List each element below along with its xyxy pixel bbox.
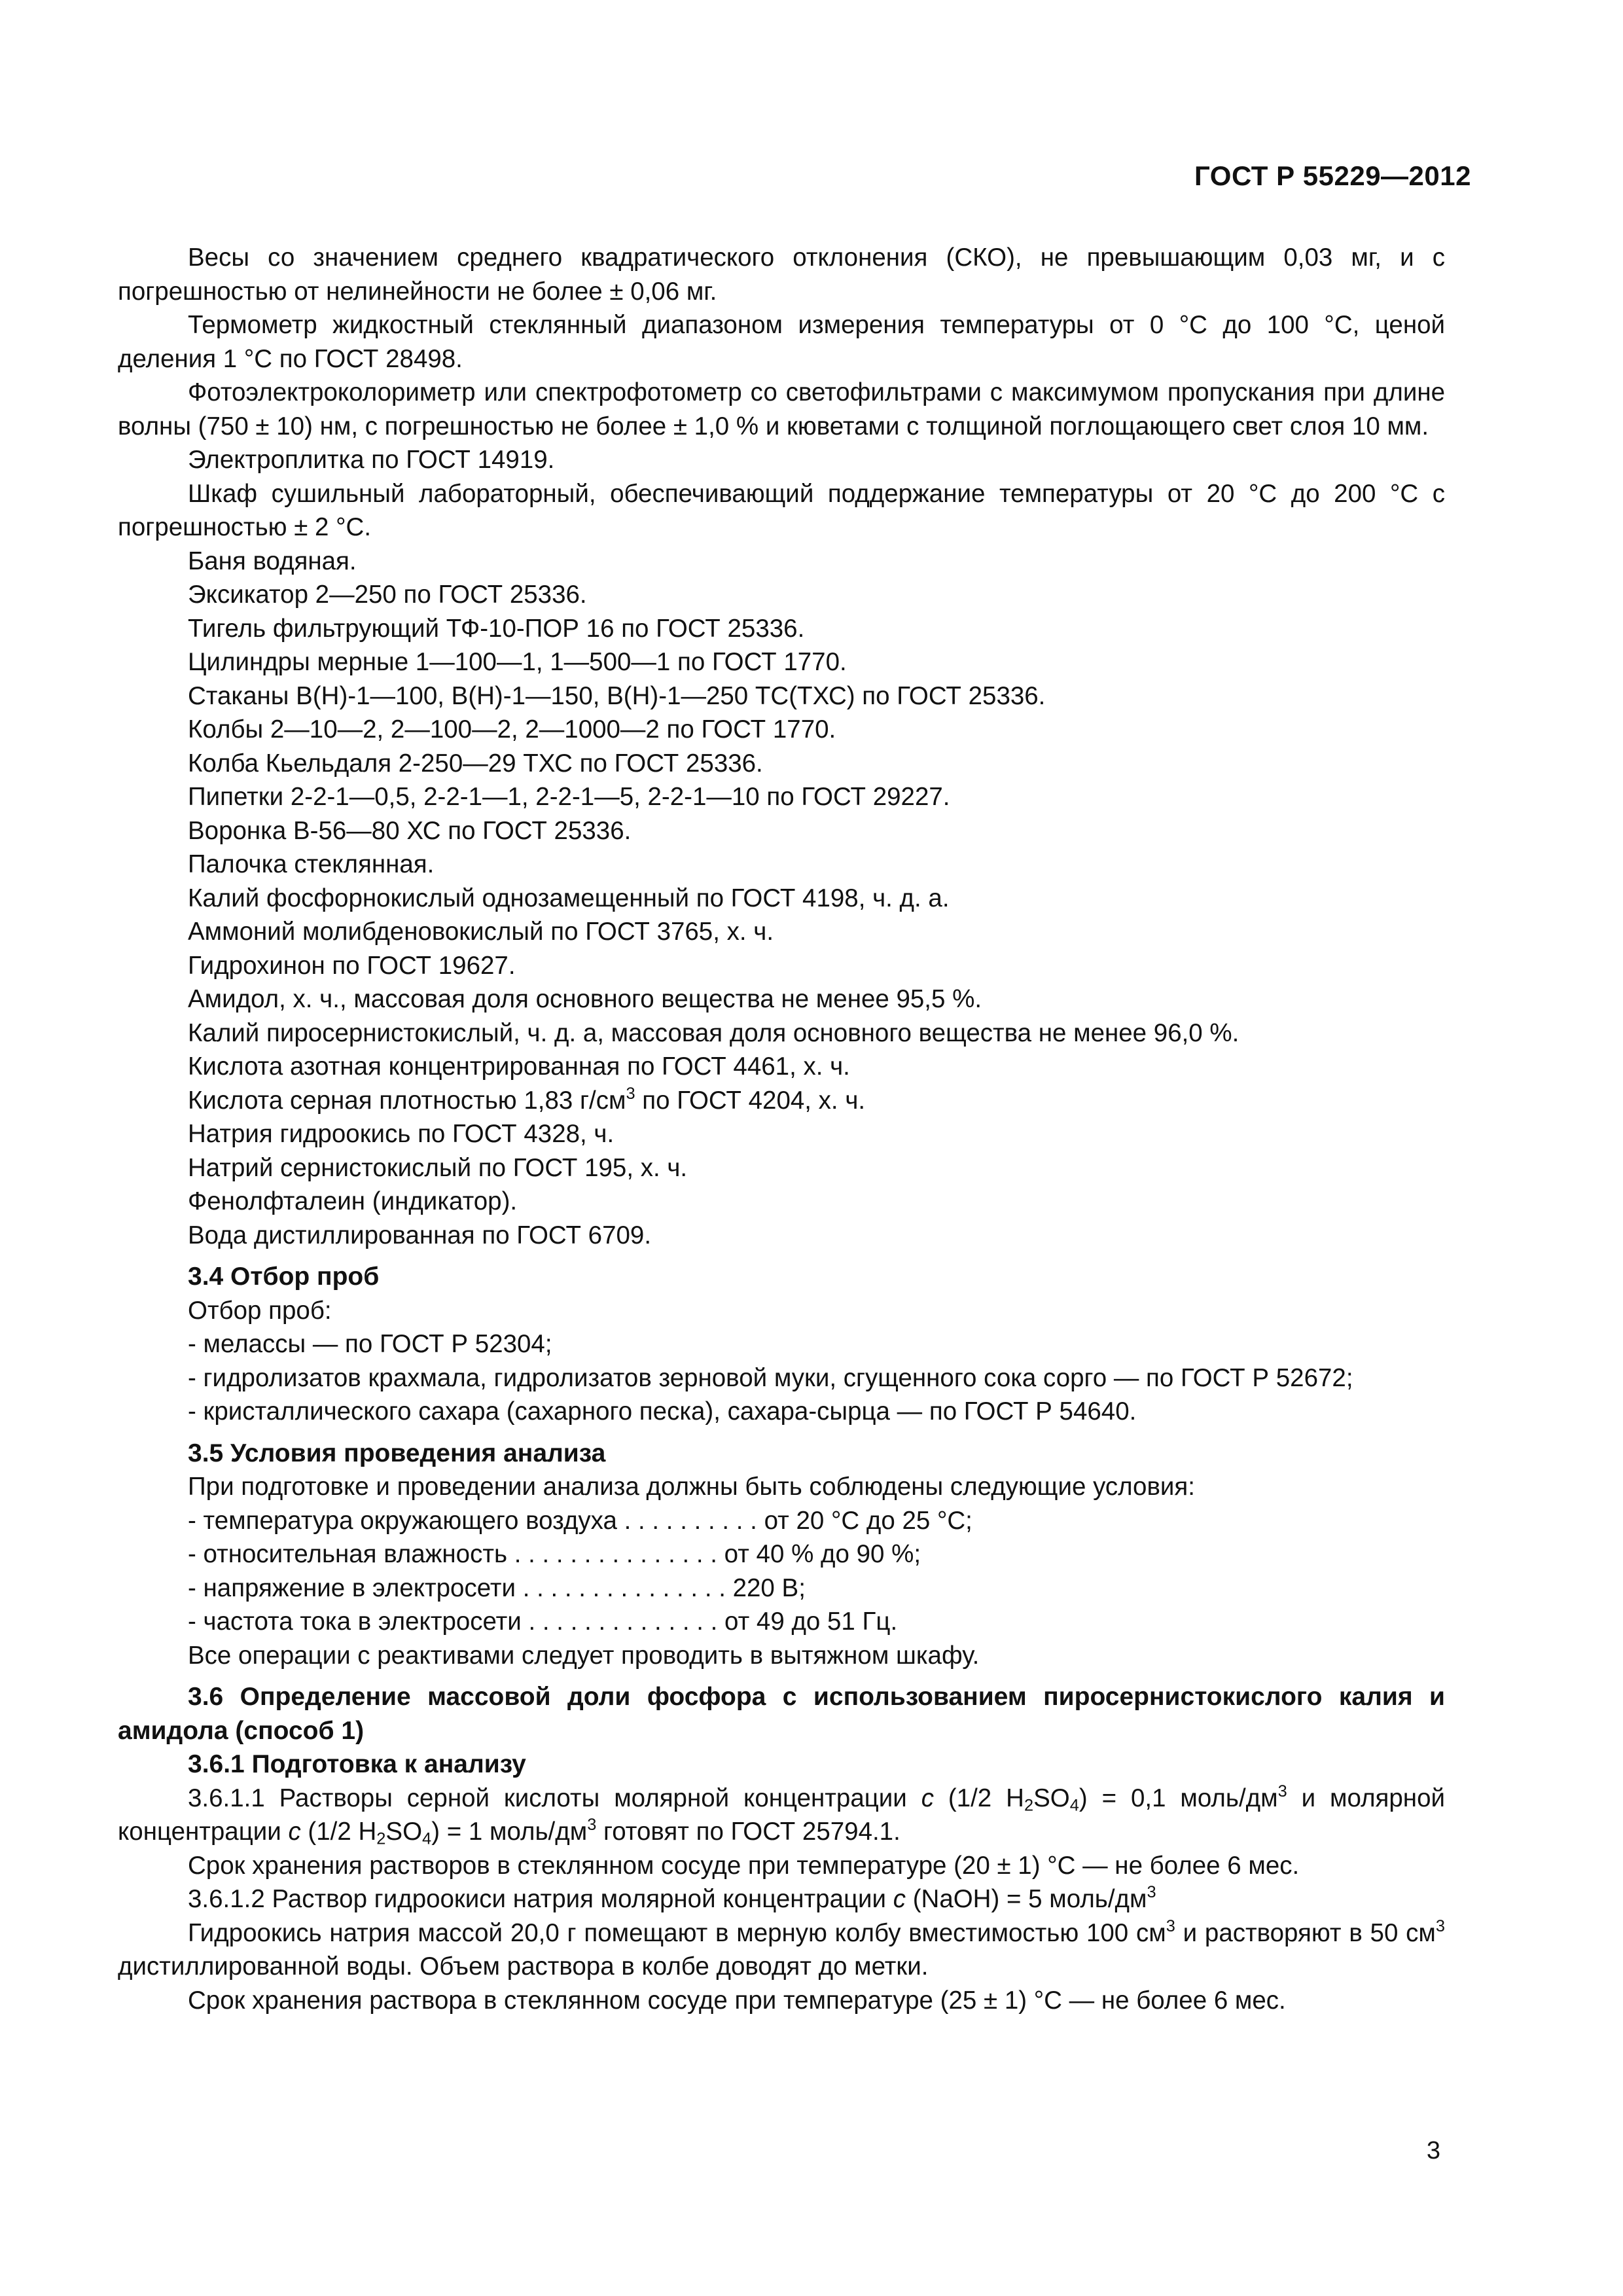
condition-row: [118, 1605, 1445, 1639]
text: готовят по ГОСТ 25794.1.: [596, 1818, 901, 1846]
paragraph: Эксикатор 2—250 по ГОСТ 25336.: [188, 581, 587, 609]
document-header: ГОСТ Р 55229—2012: [1194, 160, 1471, 191]
text: Растворы серной кислоты молярной концентрации: [264, 1784, 921, 1812]
paragraph: Отбор проб:: [188, 1296, 332, 1325]
paragraph: Аммоний молибденовокислый по ГОСТ 3765, х. ч.: [188, 918, 774, 946]
condition-value: от 20 °С до 25 °С;: [764, 1506, 972, 1535]
section-heading-3-5: 3.5 Условия проведения анализа: [188, 1439, 606, 1467]
paragraph: Гидрохинон по ГОСТ 19627.: [188, 951, 516, 980]
paragraph: Колба Кьельдаля 2-250—29 ТХС по ГОСТ 25336.: [188, 749, 763, 778]
text: (NaOH) = 5 моль/дм: [906, 1885, 1147, 1913]
list-item: - мелассы — по ГОСТ Р 52304;: [188, 1330, 552, 1358]
superscript: 3: [1435, 1916, 1445, 1935]
paragraph: [118, 1916, 1445, 1984]
superscript: 3: [1166, 1916, 1175, 1935]
condition-row: [118, 1537, 1445, 1571]
subscript: 2: [376, 1829, 386, 1848]
subscript: 2: [1024, 1795, 1034, 1814]
paragraph-sulfuric-acid: [118, 1084, 1445, 1118]
paragraph: Баня водяная.: [188, 547, 357, 575]
paragraph: Амидол, х. ч., массовая доля основного вещества не менее 95,5 %.: [188, 985, 982, 1013]
superscript: 3: [1147, 1882, 1156, 1901]
page-number: 3: [1426, 2137, 1440, 2164]
paragraph: Тигель фильтрующий ТФ-10-ПОР 16 по ГОСТ 25336.: [188, 614, 805, 643]
paragraph: Воронка В-56—80 ХС по ГОСТ 25336.: [188, 816, 632, 845]
paragraph: Термометр жидкостный стеклянный диапазоном измерения температуры от 0 °С до 100 °С, ценой деления 1 °С по ГОСТ 28498.: [118, 311, 1445, 373]
condition-label: - относительная влажность: [188, 1540, 508, 1568]
text: SO: [385, 1818, 423, 1846]
leader-dots: . . . . . . . . . . . . . .: [528, 1607, 718, 1636]
paragraph: Палочка стеклянная.: [188, 850, 435, 878]
text: Кислота серная плотностью 1,83 г/см: [188, 1086, 626, 1115]
leader-dots: . . . . . . . . . . . . . . .: [514, 1540, 717, 1568]
paragraph: Стаканы В(Н)-1—100, В(Н)-1—150, В(Н)-1—250 ТС(ТХС) по ГОСТ 25336.: [188, 681, 1046, 710]
paragraph-3-6-1-1: [118, 1782, 1445, 1849]
text: по ГОСТ 4204, х. ч.: [635, 1086, 866, 1115]
text: SO: [1033, 1784, 1070, 1812]
variable-c: с: [893, 1885, 906, 1913]
leader-dots: . . . . . . . . . . . . . . .: [522, 1573, 726, 1602]
paragraph: Натрия гидроокись по ГОСТ 4328, ч.: [188, 1120, 615, 1148]
condition-value: от 40 % до 90 %;: [724, 1540, 921, 1568]
paragraph: Цилиндры мерные 1—100—1, 1—500—1 по ГОСТ 1770.: [188, 648, 847, 676]
paragraph: Срок хранения растворов в стеклянном сосуде при температуре (20 ± 1) °С — не более 6 мес.: [188, 1851, 1300, 1880]
superscript: 3: [587, 1815, 597, 1834]
condition-label: - частота тока в электросети: [188, 1607, 522, 1636]
text: и растворяют в 50 см: [1175, 1918, 1436, 1947]
list-item: - гидролизатов крахмала, гидролизатов зерновой муки, сгущенного сока сорго — по ГОСТ Р 52672;: [188, 1363, 1353, 1392]
paragraph-3-6-1-2: [118, 1882, 1445, 1916]
condition-label: - напряжение в электросети: [188, 1573, 516, 1602]
section-heading-3-4: 3.4 Отбор проб: [188, 1263, 380, 1291]
paragraph: Кислота азотная концентрированная по ГОСТ 4461, х. ч.: [188, 1052, 850, 1081]
paragraph: Калий пиросернистокислый, ч. д. а, массовая доля основного вещества не менее 96,0 %.: [188, 1018, 1240, 1047]
condition-row: [118, 1571, 1445, 1605]
condition-label: - температура окружающего воздуха: [188, 1506, 617, 1535]
paragraph: При подготовке и проведении анализа должны быть соблюдены следующие условия:: [188, 1473, 1195, 1501]
paragraph: Фенолфталеин (индикатор).: [188, 1187, 518, 1215]
leader-dots: . . . . . . . . . .: [624, 1506, 757, 1535]
subscript: 4: [422, 1829, 432, 1848]
paragraph: Весы со значением среднего квадратического отклонения (СКО), не превышающим 0,03 мг, и с погрешностью от нелинейности не более ± 0,06 мг.: [118, 243, 1445, 306]
paragraph: Пипетки 2-2-1—0,5, 2-2-1—1, 2-2-1—5, 2-2-1—10 по ГОСТ 29227.: [188, 783, 950, 811]
paragraph: Колбы 2—10—2, 2—100—2, 2—1000—2 по ГОСТ 1770.: [188, 715, 836, 744]
superscript: 3: [626, 1084, 635, 1103]
list-item: - кристаллического сахара (сахарного песка), сахара-сырца — по ГОСТ Р 54640.: [188, 1397, 1137, 1426]
subscript: 4: [1069, 1795, 1079, 1814]
condition-value: от 49 до 51 Гц.: [724, 1607, 898, 1636]
paragraph: Натрий сернистокислый по ГОСТ 195, х. ч.: [188, 1153, 688, 1182]
variable-c: с: [921, 1784, 934, 1812]
paragraph: Срок хранения раствора в стеклянном сосуде при температуре (25 ± 1) °С — не более 6 мес.: [188, 1986, 1286, 2015]
paragraph: Фотоэлектроколориметр или спектрофотометр со светофильтрами с максимумом пропускания при длине волны (750 ± 10) нм, с погрешностью не более ± 1,0 % и кюветами с толщиной поглощающего свет слоя 10 мм.: [118, 378, 1445, 440]
paragraph: Калий фосфорнокислый однозамещенный по ГОСТ 4198, ч. д. а.: [188, 884, 950, 912]
document-body: [118, 241, 1445, 2017]
clause-number: 3.6.1.1: [188, 1784, 265, 1812]
clause-number: 3.6.1.2: [188, 1885, 265, 1913]
superscript: 3: [1277, 1782, 1287, 1801]
variable-c: с: [288, 1818, 301, 1846]
text: ) = 1 моль/дм: [431, 1818, 588, 1846]
condition-row: [118, 1504, 1445, 1538]
section-heading-3-6: 3.6 Определение массовой доли фосфора с использованием пиросернистокислого калия и амидола (способ 1): [118, 1683, 1445, 1745]
text: Гидроокись натрия массой 20,0 г помещают в мерную колбу вместимостью 100 см: [188, 1918, 1166, 1947]
paragraph: Шкаф сушильный лабораторный, обеспечивающий поддержание температуры от 20 °С до 200 °С с погрешностью ± 2 °С.: [118, 479, 1445, 541]
text: (1/2 H: [933, 1784, 1024, 1812]
text: и молярной концентрации: [118, 1784, 1445, 1846]
paragraph: Электроплитка по ГОСТ 14919.: [188, 446, 555, 474]
paragraph: Вода дистиллированная по ГОСТ 6709.: [188, 1221, 652, 1249]
paragraph: Все операции с реактивами следует проводить в вытяжном шкафу.: [188, 1641, 980, 1670]
text: (1/2 H: [300, 1818, 377, 1846]
text: дистиллированной воды. Объем раствора в колбе доводят до метки.: [118, 1952, 929, 1981]
text: ) = 0,1 моль/дм: [1079, 1784, 1278, 1812]
condition-value: 220 В;: [732, 1573, 806, 1602]
text: Раствор гидроокиси натрия молярной концентрации: [264, 1885, 893, 1913]
subsection-heading-3-6-1: 3.6.1 Подготовка к анализу: [188, 1750, 526, 1778]
